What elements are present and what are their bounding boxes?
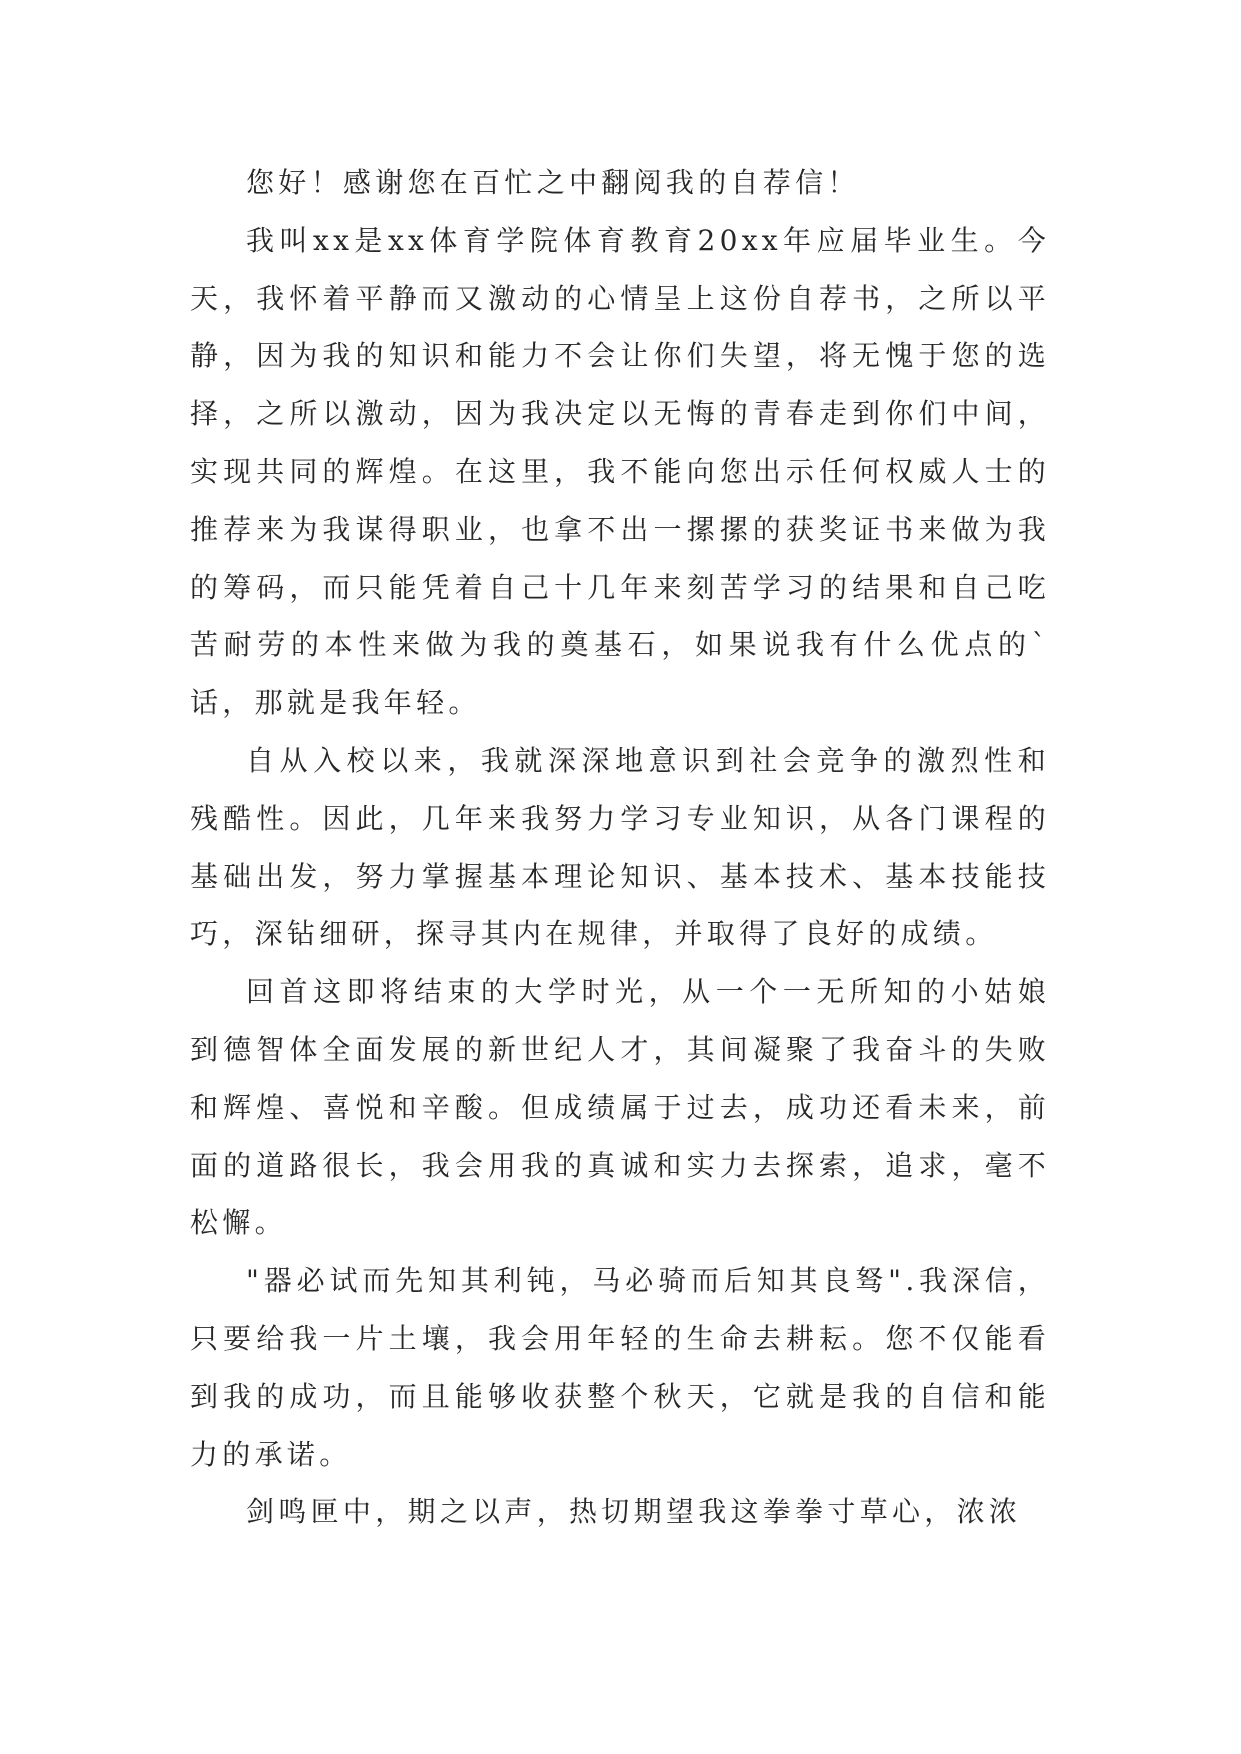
- greeting-paragraph: 您好！感谢您在百忙之中翻阅我的自荐信！: [246, 166, 860, 199]
- quote-paragraph: "器必试而先知其利钝，马必骑而后知其良驽".我深信，只要给我一片土壤，我会用年轻的生命去耕耘。您不仅能看到我的成功，而且能够收获整个秋天，它就是我的自信和能力的承诺。: [190, 1264, 1050, 1471]
- closing-paragraph: 剑鸣匣中，期之以声，热切期望我这拳拳寸草心，浓浓: [246, 1495, 1022, 1529]
- reflection-paragraph: 回首这即将结束的大学时光，从一个一无所知的小姑娘到德智体全面发展的新世纪人才，其间凝聚了我奋斗的失败和辉煌、喜悦和辛酸。但成绩属于过去，成功还看未来，前面的道路很长，我会用我的真诚和实力去探索，追求，毫不松懈。: [190, 975, 1050, 1240]
- study-paragraph: 自从入校以来，我就深深地意识到社会竞争的激烈性和残酷性。因此，几年来我努力学习专业知识，从各门课程的基础出发，努力掌握基本理论知识、基本技术、基本技能技巧，深钻细研，探寻其内在规律，并取得了良好的成绩。: [190, 743, 1050, 951]
- introduction-paragraph: 我叫xx是xx体育学院体育教育20xx年应届毕业生。今天，我怀着平静而又激动的心情呈上这份自荐书，之所以平静，因为我的知识和能力不会让你们失望，将无愧于您的选择，之所以激动，因为我决定以无悔的青春走到你们中间，实现共同的辉煌。在这里，我不能向您出示任何权威人士的推荐来为我谋得职业，也拿不出一摞摞的获奖证书来做为我的筹码，而只能凭着自己十几年来刻苦学习的结果和自己吃苦耐劳的本性来做为我的奠基石，如果说我有什么优点的`话，那就是我年轻。: [190, 223, 1050, 720]
- letter-body: [190, 154, 1050, 1541]
